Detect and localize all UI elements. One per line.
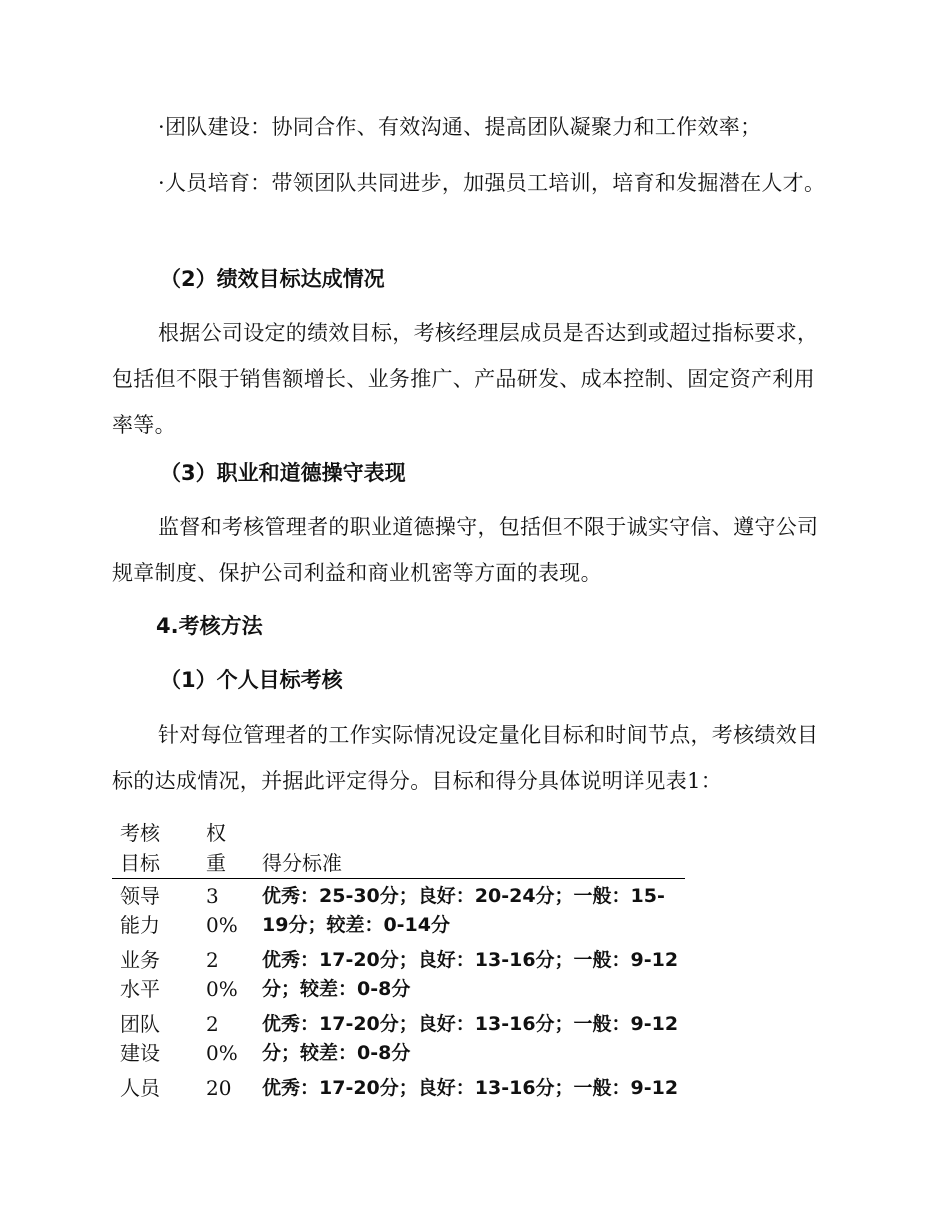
table-row	[112, 1007, 685, 1071]
section-heading-performance-goals: （2）绩效目标达成情况	[160, 267, 385, 291]
row-target: 业务水平	[120, 948, 160, 1001]
header-target: 考核目标	[112, 818, 168, 879]
row-target: 领导能力	[120, 884, 160, 937]
section-heading-ethics: （3）职业和道德操守表现	[160, 461, 406, 485]
bullet-team-building: ·团队建设：协同合作、有效沟通、提高团队凝聚力和工作效率；	[158, 115, 762, 139]
row-criteria: 优秀：17-20分；良好：13-16分；一般：9-12分；较差：0-8分	[262, 949, 679, 1000]
row-target: 团队建设	[120, 1012, 160, 1065]
row-weight: 30%	[206, 884, 238, 937]
row-criteria: 优秀：25-30分；良好：20-24分；一般：15-19分；较差：0-14分	[262, 885, 665, 936]
scoring-table	[112, 818, 685, 1106]
row-criteria: 优秀：17-20分；良好：13-16分；一般：9-12分；较差：0-8分	[262, 1013, 679, 1064]
row-criteria: 优秀：17-20分；良好：13-16分；一般：9-12	[262, 1077, 679, 1099]
table-row	[112, 943, 685, 1007]
row-target: 人员	[120, 1076, 160, 1100]
section-heading-assessment-method: 4.考核方法	[156, 614, 263, 638]
row-weight: 20%	[206, 1012, 238, 1065]
bullet-talent-development: ·人员培育：带领团队共同进步，加强员工培训，培育和发掘潜在人才。	[158, 171, 826, 195]
row-weight: 20%	[206, 948, 238, 1001]
section-heading-individual-goals: （1）个人目标考核	[160, 668, 343, 692]
paragraph-individual-goals: 针对每位管理者的工作实际情况设定量化目标和时间节点，考核绩效目标的达成情况，并据此评定得分。目标和得分具体说明详见表1：	[112, 723, 819, 793]
table-row	[112, 1071, 685, 1106]
table-row	[112, 879, 685, 944]
table-header-row	[112, 818, 685, 879]
paragraph-performance-goals: 根据公司设定的绩效目标，考核经理层成员是否达到或超过指标要求，包括但不限于销售额增长、业务推广、产品研发、成本控制、固定资产利用率等。	[112, 321, 819, 437]
header-criteria: 得分标准	[252, 818, 685, 879]
paragraph-ethics: 监督和考核管理者的职业道德操守，包括但不限于诚实守信、遵守公司规章制度、保护公司利益和商业机密等方面的表现。	[112, 515, 819, 585]
header-weight: 权重	[168, 818, 252, 879]
row-weight: 20	[206, 1076, 232, 1100]
